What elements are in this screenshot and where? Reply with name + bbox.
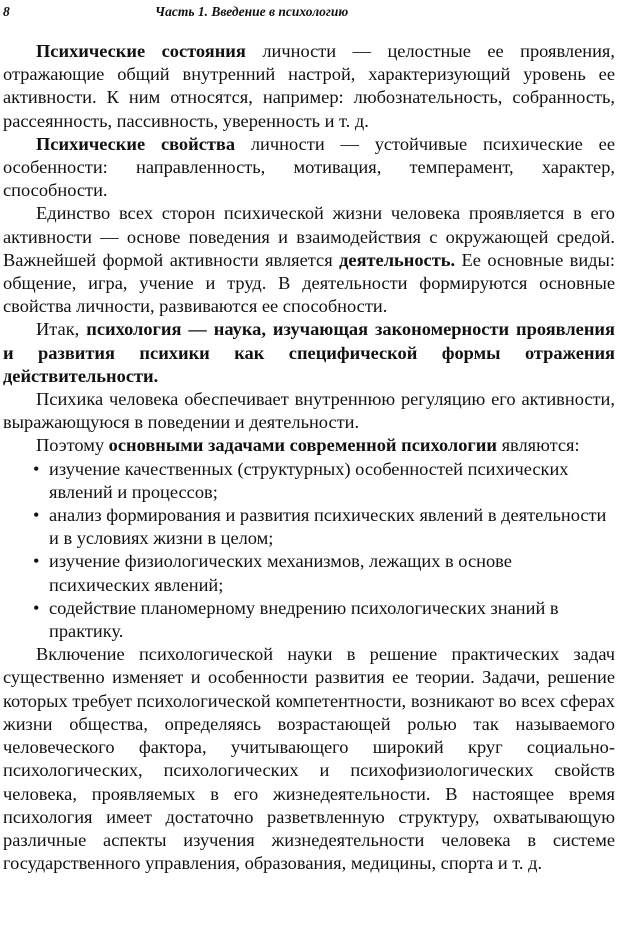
mental-states-text: личности — целостные ее проявления, отражающие общий внутренний настрой, характеризующий уровень ее активности. К ним относятся, например: любознательность, собранность, рассеянность, пассивность, уверенность и т. д.	[3, 41, 615, 131]
list-item	[3, 504, 615, 550]
chapter-title: Часть 1. Введение в психологию	[155, 4, 349, 19]
paragraph-tasks-intro	[3, 434, 615, 457]
list-item-text: изучение физиологических механизмов, лежащих в основе психических явлений;	[49, 551, 512, 595]
tasks-intro-text: являются:	[496, 435, 580, 456]
bullet-icon: •	[33, 597, 40, 618]
term-activity: деятельность.	[339, 249, 456, 270]
term-mental-properties: Психические свойства	[36, 133, 236, 154]
list-item	[3, 597, 615, 643]
term-psychology-definition: психология — наука, изучающая закономерности проявления и развития психики как специфической формы отражения действительности.	[3, 319, 615, 386]
paragraph-inclusion	[3, 643, 615, 875]
unity-text-before: Единство всех сторон психической жизни человека проявляется в его активности — основе поведения и взаимодействия с окружающей средой. Важнейшей формой активности является	[3, 203, 615, 270]
paragraph-definition	[3, 318, 615, 388]
list-item-text: содействие планомерному внедрению психологических знаний в практику.	[49, 597, 559, 642]
paragraph-mental-states	[3, 40, 615, 133]
tasks-intro-lead: Поэтому	[36, 435, 109, 456]
term-main-tasks: основными задачами современной психологии	[108, 435, 497, 456]
mental-properties-text: личности — устойчивые психические ее особенности: направленность, мотивация, темперамент, характер, способности.	[3, 133, 615, 201]
term-mental-states: Психические состояния	[36, 41, 246, 61]
paragraph-unity	[3, 202, 615, 318]
tasks-list	[3, 458, 615, 644]
unity-text-after: Ее основные виды: общение, игра, учение и труд. В деятельности формируются основные свойства личности, развиваются ее способности.	[3, 249, 616, 317]
list-item	[3, 550, 615, 596]
bullet-icon: •	[33, 505, 40, 526]
list-item-text: анализ формирования и развития психических явлений в деятельности и в условиях жизни в целом;	[49, 505, 607, 549]
inclusion-text: Включение психологической науки в решение практических задач существенно изменяет и особенности развития ее теории. Задачи, решение которых требует психологической компетентности, возникают во всех сферах жизни общества, определяясь возрастающей ролью так называемого человеческого фактора, учитывающего широкий круг социально-психологических, психологических и психофизиологических свойств человека, проявляемых в его жизнедеятельности. В настоящее время психология имеет достаточно разветвленную структуру, охватывающую различные аспекты изучения жизнедеятельности человека в системе государственного управления, образования, медицины, спорта и т. д.	[3, 644, 615, 874]
definition-lead: Итак,	[36, 319, 87, 340]
paragraph-regulation	[3, 388, 615, 434]
list-item-text: изучение качественных (структурных) особенностей психических явлений и процессов;	[49, 458, 569, 502]
bullet-icon: •	[33, 551, 40, 572]
bullet-icon: •	[33, 458, 40, 479]
page-number: 8	[3, 4, 10, 19]
regulation-text: Психика человека обеспечивает внутреннюю регуляцию его активности, выражающуюся в поведении и деятельности.	[3, 389, 615, 433]
paragraph-mental-properties	[3, 133, 615, 203]
body-text	[3, 40, 615, 875]
running-head	[0, 4, 620, 26]
list-item	[3, 458, 615, 504]
